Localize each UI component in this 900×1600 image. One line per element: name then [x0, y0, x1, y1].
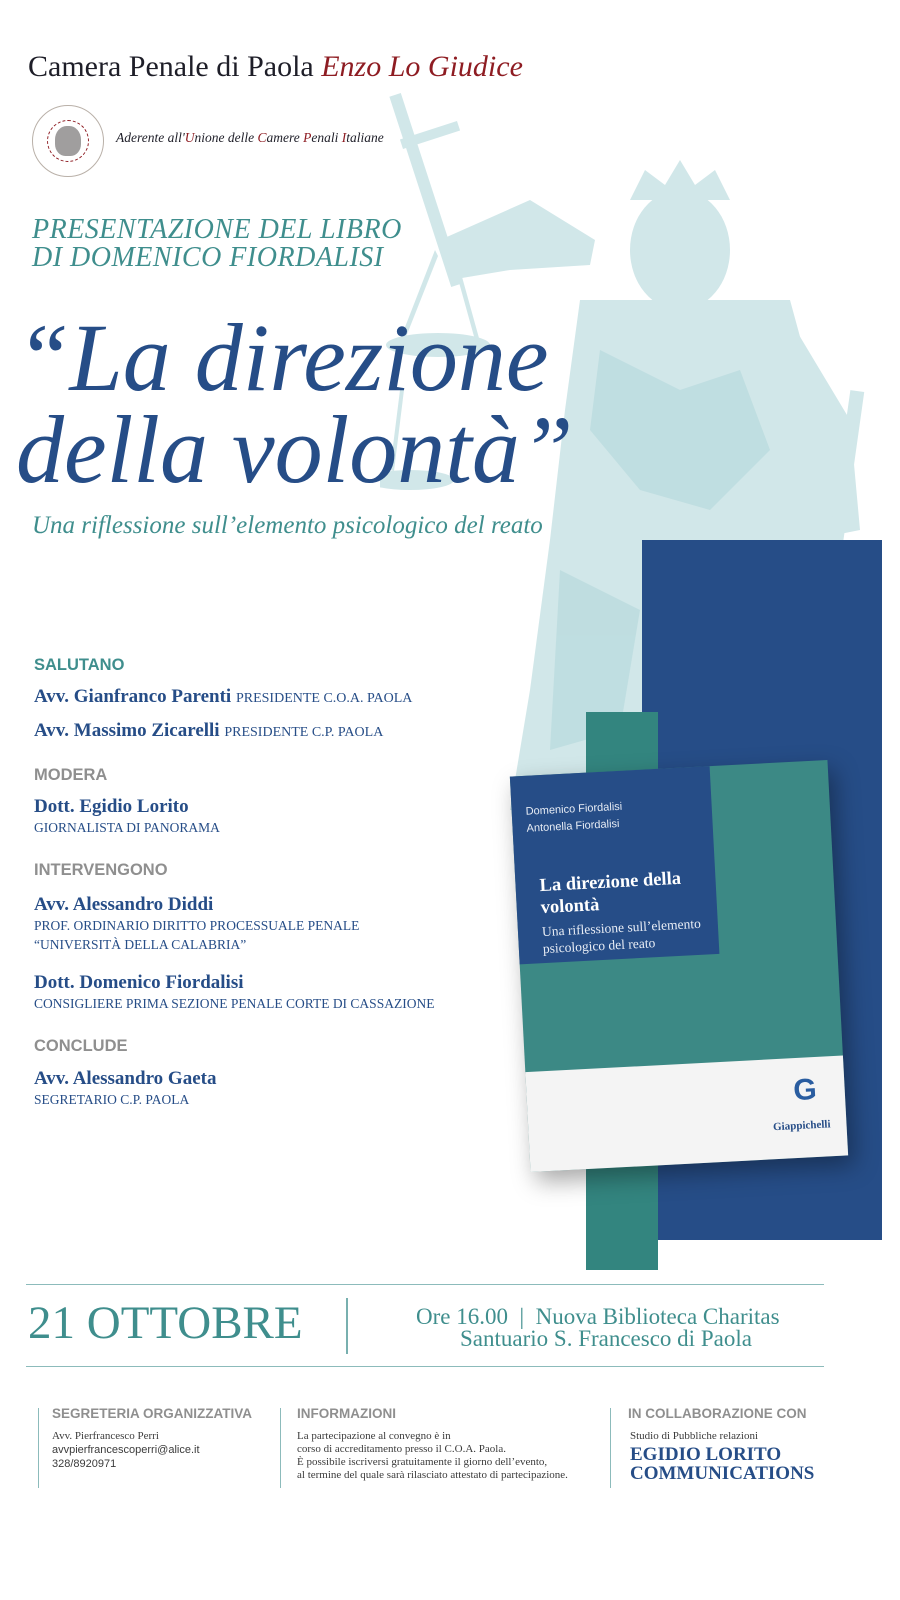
adherent-part: nione delle — [194, 130, 258, 145]
segreteria-name: Avv. Pierfrancesco Perri — [52, 1430, 159, 1442]
org-dedication: Enzo Lo Giudice — [321, 50, 523, 83]
book-cover-author: Antonella Fiordalisi — [526, 817, 620, 835]
main-title-line-1: “La direzione — [16, 304, 549, 411]
adherent-part: taliane — [346, 130, 384, 145]
speaker-name: Avv. Massimo Zicarelli — [34, 720, 220, 741]
adherent-initial: P — [303, 130, 312, 145]
speaker-role: PRESIDENTE C.O.A. PAOLA — [235, 691, 413, 706]
footer-bar — [610, 1408, 611, 1488]
speaker-role: SEGRETARIO C.P. PAOLA — [34, 1092, 190, 1107]
speaker-name: Avv. Alessandro Gaeta — [34, 1068, 217, 1089]
info-line: La partecipazione al convegno è in — [297, 1430, 451, 1442]
speaker-entry — [34, 686, 412, 708]
event-venue: Santuario S. Francesco di Paola — [460, 1326, 752, 1351]
segreteria-email: avvpierfrancescoperri@alice.it — [52, 1444, 200, 1456]
adherent-initial: U — [184, 130, 195, 145]
presentation-line-2: DI DOMENICO FIORDALISI — [32, 242, 384, 273]
footer-bar — [38, 1408, 39, 1488]
book-main-title — [16, 304, 574, 503]
adherent-text — [116, 130, 384, 146]
book-cover-bottom-panel — [525, 1056, 848, 1173]
adherent-initial: I — [341, 130, 347, 145]
segreteria-phone: 328/8920971 — [52, 1458, 117, 1470]
speaker-role: GIORNALISTA DI PANORAMA — [34, 820, 220, 835]
info-line: al termine del quale sarà rilasciato attestato di partecipazione. — [297, 1469, 568, 1481]
collab-label: IN COLLABORAZIONE CON — [628, 1406, 807, 1421]
speaker-role: PRESIDENTE C.P. PAOLA — [224, 725, 384, 740]
collab-name-line-2: COMMUNICATIONS — [630, 1463, 815, 1484]
section-modera: MODERA — [34, 766, 108, 784]
presentation-line-1: PRESENTAZIONE DEL LIBRO — [32, 214, 402, 245]
speaker-name: Avv. Alessandro Diddi — [34, 894, 214, 915]
adherent-part: amere — [266, 130, 304, 145]
adherent-part: Aderente all' — [116, 130, 185, 145]
event-date: 21 OTTOBRE — [28, 1297, 303, 1349]
book-cover-title: La direzione della volontà — [539, 868, 682, 919]
divider-top — [26, 1284, 824, 1285]
org-name: Camera Penale di Paola — [28, 50, 314, 83]
book-cover-authors — [525, 799, 623, 838]
collab-name-line-1: EGIDIO LORITO — [630, 1444, 782, 1465]
section-salutano: SALUTANO — [34, 656, 125, 674]
seal-portrait-icon — [55, 126, 81, 156]
divider-bottom — [26, 1366, 824, 1367]
info-label: INFORMAZIONI — [297, 1406, 396, 1421]
collab-small: Studio di Pubbliche relazioni — [630, 1430, 759, 1442]
section-intervengono: INTERVENGONO — [34, 861, 168, 879]
speaker-name: Dott. Egidio Lorito — [34, 796, 189, 817]
adherent-initial: C — [257, 130, 267, 145]
footer-bar — [280, 1408, 281, 1488]
book-cover-subtitle: Una riflessione sull’elemento psicologico del reato — [541, 915, 702, 957]
event-time-place: Ore 16.00 | Nuova Biblioteca Charitas — [416, 1304, 780, 1329]
date-separator — [346, 1298, 348, 1354]
ucpi-seal-logo — [32, 105, 104, 177]
publisher-name: Giappichelli — [772, 1118, 831, 1134]
speaker-entry — [34, 720, 383, 742]
org-title — [28, 50, 523, 84]
speaker-role: PROF. ORDINARIO DIRITTO PROCESSUALE PENALE — [34, 918, 360, 933]
book-subtitle: Una riflessione sull’elemento psicologico del reato — [32, 512, 543, 539]
speaker-role: CONSIGLIERE PRIMA SEZIONE PENALE CORTE DI CASSAZIONE — [34, 996, 435, 1011]
speaker-name: Avv. Gianfranco Parenti — [34, 686, 232, 707]
publisher-logo-icon: G — [792, 1072, 818, 1108]
speaker-name: Dott. Domenico Fiordalisi — [34, 972, 244, 993]
book-cover-image — [510, 760, 848, 1172]
info-line: È possibile iscriversi gratuitamente il giorno dell’evento, — [297, 1456, 548, 1468]
speaker-role: “UNIVERSITÀ DELLA CALABRIA” — [34, 937, 247, 952]
main-title-line-2: della volontà” — [16, 396, 574, 503]
segreteria-label: SEGRETERIA ORGANIZZATIVA — [52, 1406, 253, 1421]
book-cover-author: Domenico Fiordalisi — [525, 800, 623, 818]
adherent-part: enali — [311, 130, 342, 145]
info-line: corso di accreditamento presso il C.O.A. Paola. — [297, 1443, 506, 1455]
section-conclude: CONCLUDE — [34, 1037, 128, 1055]
